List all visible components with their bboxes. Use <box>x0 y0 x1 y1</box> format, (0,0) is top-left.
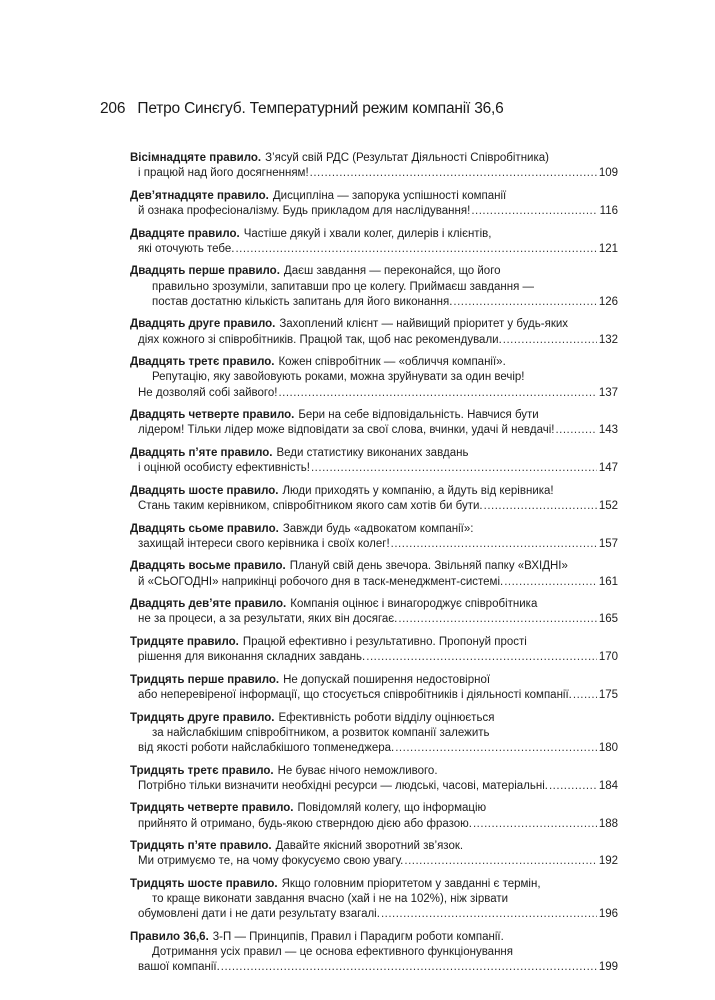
toc-page-number: 132 <box>598 333 618 346</box>
toc-entry-text: і оцінюй особисту ефективність! <box>138 462 310 475</box>
toc-entry-title: Тридцять п’яте правило. <box>130 840 272 853</box>
toc-page-number: 121 <box>598 242 618 255</box>
running-head <box>100 100 504 118</box>
dot-leader <box>555 423 596 438</box>
dot-leader <box>398 612 596 627</box>
dot-leader <box>278 386 596 401</box>
toc-page-number: 165 <box>598 613 618 626</box>
toc-entry[interactable] <box>130 711 618 757</box>
toc-entry-text: Веди статистику виконаних завдань <box>276 446 469 459</box>
toc-entry[interactable] <box>130 355 618 401</box>
toc-entry[interactable] <box>130 801 618 831</box>
toc-entry-title: Тридцять друге правило. <box>130 711 275 724</box>
toc-entry-first-line <box>130 635 618 650</box>
toc-entry-first-line <box>130 484 618 499</box>
toc-page-number: 196 <box>598 908 618 921</box>
toc-entry-text: Не дозволяй собі зайвого! <box>138 386 278 399</box>
toc-entry-first-line <box>130 522 618 537</box>
toc-entry-text: Даєш завдання — переконайся, що його <box>283 265 501 278</box>
toc-entry-continuation-line <box>130 242 618 257</box>
toc-page-number: 109 <box>598 167 618 180</box>
toc-page-number: 170 <box>598 651 618 664</box>
toc-entry[interactable] <box>130 930 618 976</box>
toc-entry[interactable] <box>130 559 618 589</box>
toc-entry-text: які оточують тебе. <box>138 242 235 255</box>
toc-entry-title: Дев’ятнадцяте правило. <box>130 189 269 202</box>
toc-entry-text: від якості роботи найслабкішого топменеджера. <box>138 741 395 754</box>
toc-entry-text: лідером! Тільки лідер може відповідати за свої слова, вчинки, удачі й невдачі! <box>138 424 555 437</box>
toc-entry-continuation-line <box>130 575 618 590</box>
toc-entry-text: вашої компанії. <box>138 961 220 974</box>
toc-entry-continuation-line <box>130 280 618 295</box>
toc-entry-title: Тридцять шосте правило. <box>130 877 278 890</box>
toc-entry-text: Давайте якісний зворотний зв’язок. <box>275 840 464 853</box>
toc-entry[interactable] <box>130 446 618 476</box>
toc-entry-continuation-line <box>130 854 618 869</box>
toc-entry-continuation-line <box>130 370 618 385</box>
toc-entry-title: Правило 36,6. <box>130 930 209 943</box>
toc-entry-continuation-line <box>130 612 618 627</box>
toc-entry-continuation-line <box>130 386 618 401</box>
toc-entry-first-line <box>130 446 618 461</box>
toc-entry[interactable] <box>130 408 618 438</box>
toc-page-number: 192 <box>598 855 618 868</box>
dot-leader <box>366 650 597 665</box>
dot-leader <box>573 688 597 703</box>
toc-entry-first-line <box>130 151 618 166</box>
toc-page-number: 143 <box>598 424 618 437</box>
toc-page-number: 116 <box>599 205 618 217</box>
toc-entry[interactable] <box>130 764 618 794</box>
dot-leader <box>473 817 597 832</box>
toc-entry-continuation-line <box>130 423 618 438</box>
toc-entry-continuation-line <box>130 166 618 181</box>
toc-entry-text: З’ясуй свій РДС (Результат Діяльності Співробітника) <box>265 152 549 164</box>
toc-entry-text: Люди приходять у компанію, а йдуть від керівника! <box>282 484 554 497</box>
toc-entry-text: Дотримання усіх правил — це основа ефективного функціонування <box>152 946 514 959</box>
toc-entry-text: Компанія оцінює і винагороджує співробітника <box>290 598 538 611</box>
toc-entry-first-line <box>130 711 618 726</box>
toc-entry-continuation-line <box>130 295 618 310</box>
page-number: 206 <box>100 100 126 117</box>
dot-leader <box>404 854 596 869</box>
toc-entry-title: Двадцяте правило. <box>130 227 240 240</box>
toc-page-number: 188 <box>598 817 618 830</box>
toc-entry-text: рішення для виконання складних завдань. <box>138 651 366 664</box>
toc-entry-title: Тридцять четверте правило. <box>130 802 294 815</box>
toc-entry-first-line <box>130 597 618 612</box>
toc-entry-continuation-line <box>130 204 618 219</box>
toc-entry-text: Повідомляй колегу, що інформацію <box>297 802 487 815</box>
toc-entry-title: Тридцяте правило. <box>130 635 239 648</box>
toc-entry-first-line <box>130 355 618 370</box>
toc-entry[interactable] <box>130 839 618 869</box>
toc-entry-first-line <box>130 317 618 332</box>
toc-page-number: 147 <box>598 462 618 475</box>
dot-leader <box>221 960 597 975</box>
toc-entry-continuation-line <box>130 907 618 922</box>
toc-entry-title: Двадцять четверте правило. <box>130 409 295 422</box>
toc-entry[interactable] <box>130 151 618 181</box>
toc-entry-text: або неперевіреної інформації, що стосується співробітників і діяльності компанії. <box>138 688 572 701</box>
toc-entry-title: Двадцять перше правило. <box>130 265 280 278</box>
toc-entry-first-line <box>130 839 618 854</box>
toc-entry-text: постав достатню кількість запитань для його виконання. <box>152 295 453 308</box>
toc-entry-first-line <box>130 801 618 816</box>
toc-entry-text: й «СЬОГОДНІ» наприкінці робочого дня в таск-менеджмент-системі. <box>138 575 504 588</box>
toc-entry[interactable] <box>130 189 618 219</box>
toc-entry-first-line <box>130 673 618 688</box>
dot-leader <box>235 242 596 257</box>
toc-entry-text: 3-П — Принципів, Правил і Парадигм роботи компанії. <box>212 930 504 943</box>
toc-entry-title: Двадцять друге правило. <box>130 318 276 331</box>
toc-entry-text: за найслабкішим співробітником, а розвиток компанії залежить <box>152 726 490 739</box>
toc-entry-first-line <box>130 764 618 779</box>
toc-entry-text: Не допускай поширення недостовірної <box>283 673 491 686</box>
toc-page-number: 180 <box>598 741 618 754</box>
toc-page-number: 152 <box>598 499 618 512</box>
toc-entry[interactable] <box>130 597 618 627</box>
toc-entry[interactable] <box>130 227 618 257</box>
toc-entry-continuation-line <box>130 499 618 514</box>
toc-entry-text: й ознака професіоналізму. Будь прикладом для наслідування! <box>138 205 471 217</box>
toc-entry-text: прийнято й отримано, будь-якою стверндою дією або фразою. <box>138 817 472 830</box>
toc-entry-text: Потрібно тільки визначити необхідні ресурси — людські, часові, матеріальні. <box>138 779 548 792</box>
toc-entry-text: Частіше дякуй і хвали колег, дилерів і клієнтів, <box>243 227 492 240</box>
toc-entry-text: Дисципліна — запорука успішності компанії <box>272 189 507 202</box>
toc-entry-text: Стань таким керівником, співробітником якого сам хотів би бути. <box>138 499 483 512</box>
dot-leader <box>391 537 597 552</box>
toc-entry-continuation-line <box>130 779 618 794</box>
toc-entry-text: Ми отримуємо те, на чому фокусуємо свою увагу. <box>138 855 404 868</box>
toc-entry-first-line <box>130 227 618 242</box>
toc-entry-continuation-line <box>130 741 618 756</box>
toc-entry-text: і працюй над його досягненням! <box>138 167 309 180</box>
toc-entry-text: Кожен співробітник — «обличчя компанії». <box>278 356 506 369</box>
toc-entry-continuation-line <box>130 461 618 476</box>
toc-page-number: 126 <box>598 295 618 308</box>
toc-entry-continuation-line <box>130 688 618 703</box>
toc-entry-text: Захоплений клієнт — найвищий пріоритет у будь-яких <box>279 318 569 331</box>
table-of-contents <box>130 151 618 983</box>
toc-entry[interactable] <box>130 522 618 552</box>
dot-leader <box>549 779 597 794</box>
toc-entry-first-line <box>130 930 618 945</box>
toc-entry[interactable] <box>130 635 618 665</box>
toc-entry-title: Вісімнадцяте правило. <box>130 152 262 164</box>
toc-entry-title: Двадцять шосте правило. <box>130 484 279 497</box>
toc-page-number: 157 <box>598 537 618 550</box>
dot-leader <box>381 907 597 922</box>
toc-entry-first-line <box>130 559 618 574</box>
toc-entry-first-line <box>130 264 618 279</box>
toc-entry-text: Плануй свій день звечора. Звільняй папку «ВХІДНІ» <box>289 560 568 573</box>
dot-leader <box>311 461 597 476</box>
toc-entry-text: Репутацію, яку завойовують роками, можна зруйнувати за один вечір! <box>152 371 525 384</box>
toc-entry-first-line <box>130 408 618 423</box>
dot-leader <box>484 499 597 514</box>
running-title: Петро Синєгуб. Температурний режим компанії 36,6 <box>137 100 504 117</box>
dot-leader <box>453 295 596 310</box>
toc-entry-text: не за процеси, а за результати, яких він досягає. <box>138 613 398 626</box>
toc-entry[interactable] <box>130 673 618 703</box>
toc-entry-first-line <box>130 189 618 204</box>
toc-page-number: 199 <box>598 961 618 974</box>
dot-leader <box>310 166 597 181</box>
toc-entry-continuation-line <box>130 892 618 907</box>
toc-entry-continuation-line <box>130 726 618 741</box>
dot-leader <box>395 741 597 756</box>
toc-entry-text: правильно зрозуміли, запитавши про це колегу. Приймаєш завдання — <box>152 280 535 293</box>
toc-entry-title: Двадцять третє правило. <box>130 356 275 369</box>
toc-entry-text: Завжди будь «адвокатом компанії»: <box>282 522 474 535</box>
toc-page-number: 184 <box>598 779 618 792</box>
toc-entry-continuation-line <box>130 333 618 348</box>
toc-entry-text: Працюй ефективно і результативно. Пропонуй прості <box>242 635 527 648</box>
toc-page-number: 161 <box>598 575 618 588</box>
toc-entry-text: Якщо головним пріоритетом у завданні є термін, <box>281 877 541 890</box>
toc-page-number: 137 <box>598 386 618 399</box>
toc-entry-first-line <box>130 877 618 892</box>
toc-entry-text: захищай інтереси свого керівника і своїх колег! <box>138 537 390 550</box>
toc-page-number: 175 <box>598 688 618 701</box>
toc-entry-text: Бери на себе відповідальність. Навчися бути <box>298 409 539 422</box>
toc-entry-text: то краще виконати завдання вчасно (хай і не на 102%), ніж зірвати <box>152 893 509 906</box>
toc-entry-continuation-line <box>130 537 618 552</box>
toc-entry-title: Двадцять п’яте правило. <box>130 446 273 459</box>
toc-entry-title: Двадцять сьоме правило. <box>130 522 279 535</box>
toc-entry-continuation-line <box>130 817 618 832</box>
toc-entry[interactable] <box>130 877 618 923</box>
toc-entry[interactable] <box>130 264 618 310</box>
toc-entry-continuation-line <box>130 650 618 665</box>
dot-leader <box>471 204 597 219</box>
toc-entry-text: Ефективність роботи відділу оцінюється <box>278 711 495 724</box>
toc-entry-text: діях кожного зі співробітників. Працюй так, щоб нас рекомендували. <box>138 333 502 346</box>
toc-entry-text: обумовлені дати і не дати результату взагалі. <box>138 908 380 921</box>
toc-entry-title: Тридцять третє правило. <box>130 764 274 777</box>
dot-leader <box>503 333 597 348</box>
toc-entry[interactable] <box>130 484 618 514</box>
toc-entry-title: Двадцять восьме правило. <box>130 560 286 573</box>
toc-entry-title: Двадцять дев’яте правило. <box>130 598 287 611</box>
dot-leader <box>504 575 597 590</box>
toc-entry-continuation-line <box>130 960 618 975</box>
toc-entry-title: Тридцять перше правило. <box>130 673 280 686</box>
toc-entry-continuation-line <box>130 945 618 960</box>
toc-entry[interactable] <box>130 317 618 347</box>
toc-entry-text: Не буває нічого неможливого. <box>277 764 438 777</box>
